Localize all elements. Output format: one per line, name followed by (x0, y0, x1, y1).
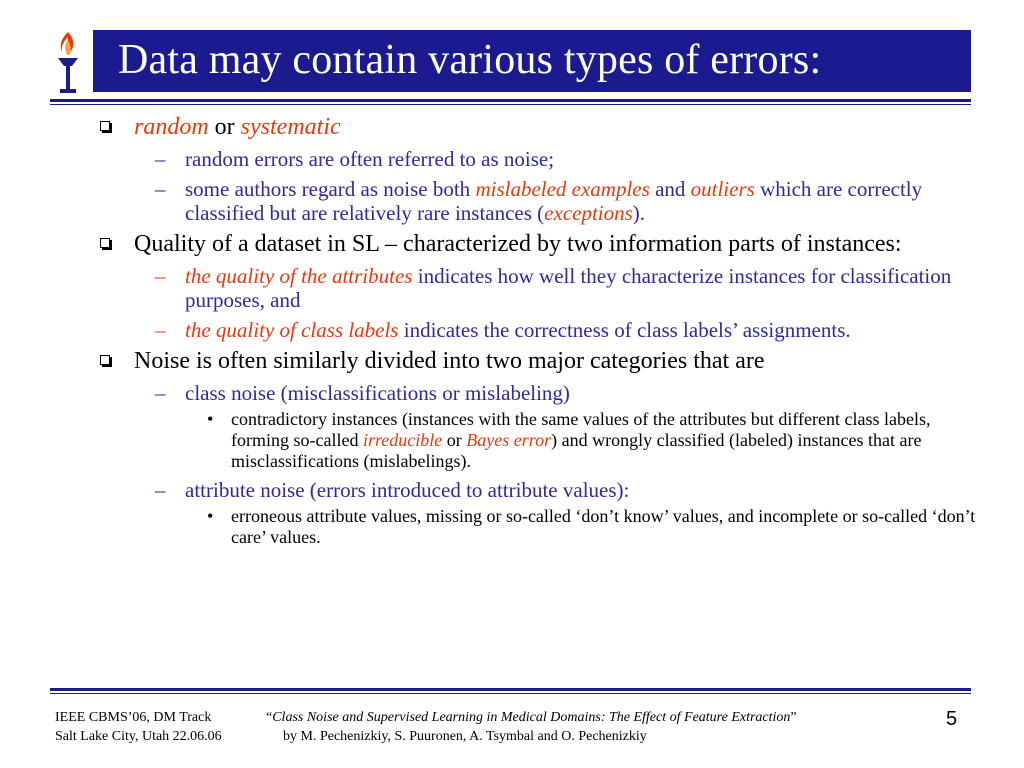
quote-open: “ (266, 710, 273, 725)
footer-venue: IEEE CBMS’06, DM Track (55, 710, 212, 725)
sub-bullet-text: some authors regard as noise both (185, 177, 471, 201)
term-quality-labels: the quality of class labels (185, 318, 399, 342)
sub-bullet-class-noise (98, 381, 978, 405)
slide-content (98, 114, 978, 548)
sub-sub-bullet-contradictory (98, 409, 978, 472)
sub-bullet-text: indicates how well they characterize instances for classification purposes, and (185, 264, 952, 312)
term-bayes-error: Bayes error (466, 430, 552, 450)
paren-open: ( (537, 201, 545, 225)
term-quality-attributes: the quality of the attributes (185, 264, 413, 288)
torch-logo-icon (50, 30, 86, 96)
sub-bullet-attribute-noise (98, 478, 978, 502)
detail-text: contradictory instances (instances with the same values of the attributes but different class labels, forming so-called (231, 409, 931, 450)
term-exceptions: exceptions (544, 201, 633, 225)
sub-bullet-authors (98, 177, 978, 225)
dot-marker: • (207, 409, 214, 429)
footer-rule-thin (50, 693, 971, 694)
term-mislabeled-examples: mislabeled examples (475, 177, 650, 201)
footer-paper-title (266, 709, 797, 727)
footer-location-date: Salt Lake City, Utah 22.06.06 (55, 729, 222, 744)
sub-bullet-text-cont: which are correctly classified but are relatively rare instances (185, 177, 923, 225)
dash-marker: – (155, 381, 166, 405)
footer-authors: by M. Pechenizkiy, S. Puuronen, A. Tsymbal and O. Pechenizkiy (283, 729, 647, 744)
page-number: 5 (946, 708, 958, 730)
word-or: or (214, 114, 235, 140)
word-and: and (655, 177, 686, 201)
sub-bullet-quality-attributes (98, 264, 978, 312)
dot-marker: • (207, 506, 214, 526)
footer-rule-thick (50, 688, 971, 691)
square-bullet-icon (100, 355, 110, 365)
bullet-noise-categories (98, 348, 978, 375)
detail-text-cont: ) and wrongly classified (labeled) instances that are misclassifications (mislabelings). (231, 430, 922, 471)
dash-marker: – (155, 147, 166, 171)
title-rule-thick (50, 99, 971, 102)
sub-bullet-quality-labels (98, 318, 978, 342)
sub-bullet-text: attribute noise (errors introduced to attribute values): (185, 478, 630, 502)
quote-close: ” (790, 710, 797, 725)
bullet-quality (98, 231, 978, 258)
term-systematic: systematic (240, 114, 341, 140)
term-outliers: outliers (690, 177, 755, 201)
dash-marker: – (155, 264, 166, 288)
dash-marker: – (155, 478, 166, 502)
dash-marker: – (155, 177, 166, 201)
sub-bullet-noise (98, 147, 978, 171)
sub-bullet-text: class noise (misclassifications or mislabeling) (185, 381, 570, 405)
sub-bullet-text: random errors are often referred to as noise; (185, 147, 555, 171)
word-or: or (446, 430, 462, 450)
sub-sub-bullet-erroneous (98, 506, 978, 548)
title-rule-thin (50, 104, 971, 105)
paren-close: ). (632, 201, 646, 225)
detail-text: erroneous attribute values, missing or so-called ‘don’t know’ values, and incomplete or so-called ‘don’t care’ values. (231, 506, 976, 547)
square-bullet-icon (100, 121, 110, 131)
bullet-text: Noise is often similarly divided into two major categories that are (134, 348, 765, 374)
term-irreducible: irreducible (362, 430, 443, 450)
square-bullet-icon (100, 238, 110, 248)
dash-marker: – (155, 318, 166, 342)
bullet-text: Quality of a dataset in SL – characterized by two information parts of instances: (134, 231, 902, 257)
term-random: random (134, 114, 209, 140)
slide-title: Data may contain various types of errors: (118, 37, 822, 83)
paper-title-text: Class Noise and Supervised Learning in Medical Domains: The Effect of Feature Extraction (272, 710, 791, 725)
sub-bullet-text: indicates the correctness of class labels’ assignments. (403, 318, 851, 342)
bullet-random-systematic (98, 114, 978, 141)
